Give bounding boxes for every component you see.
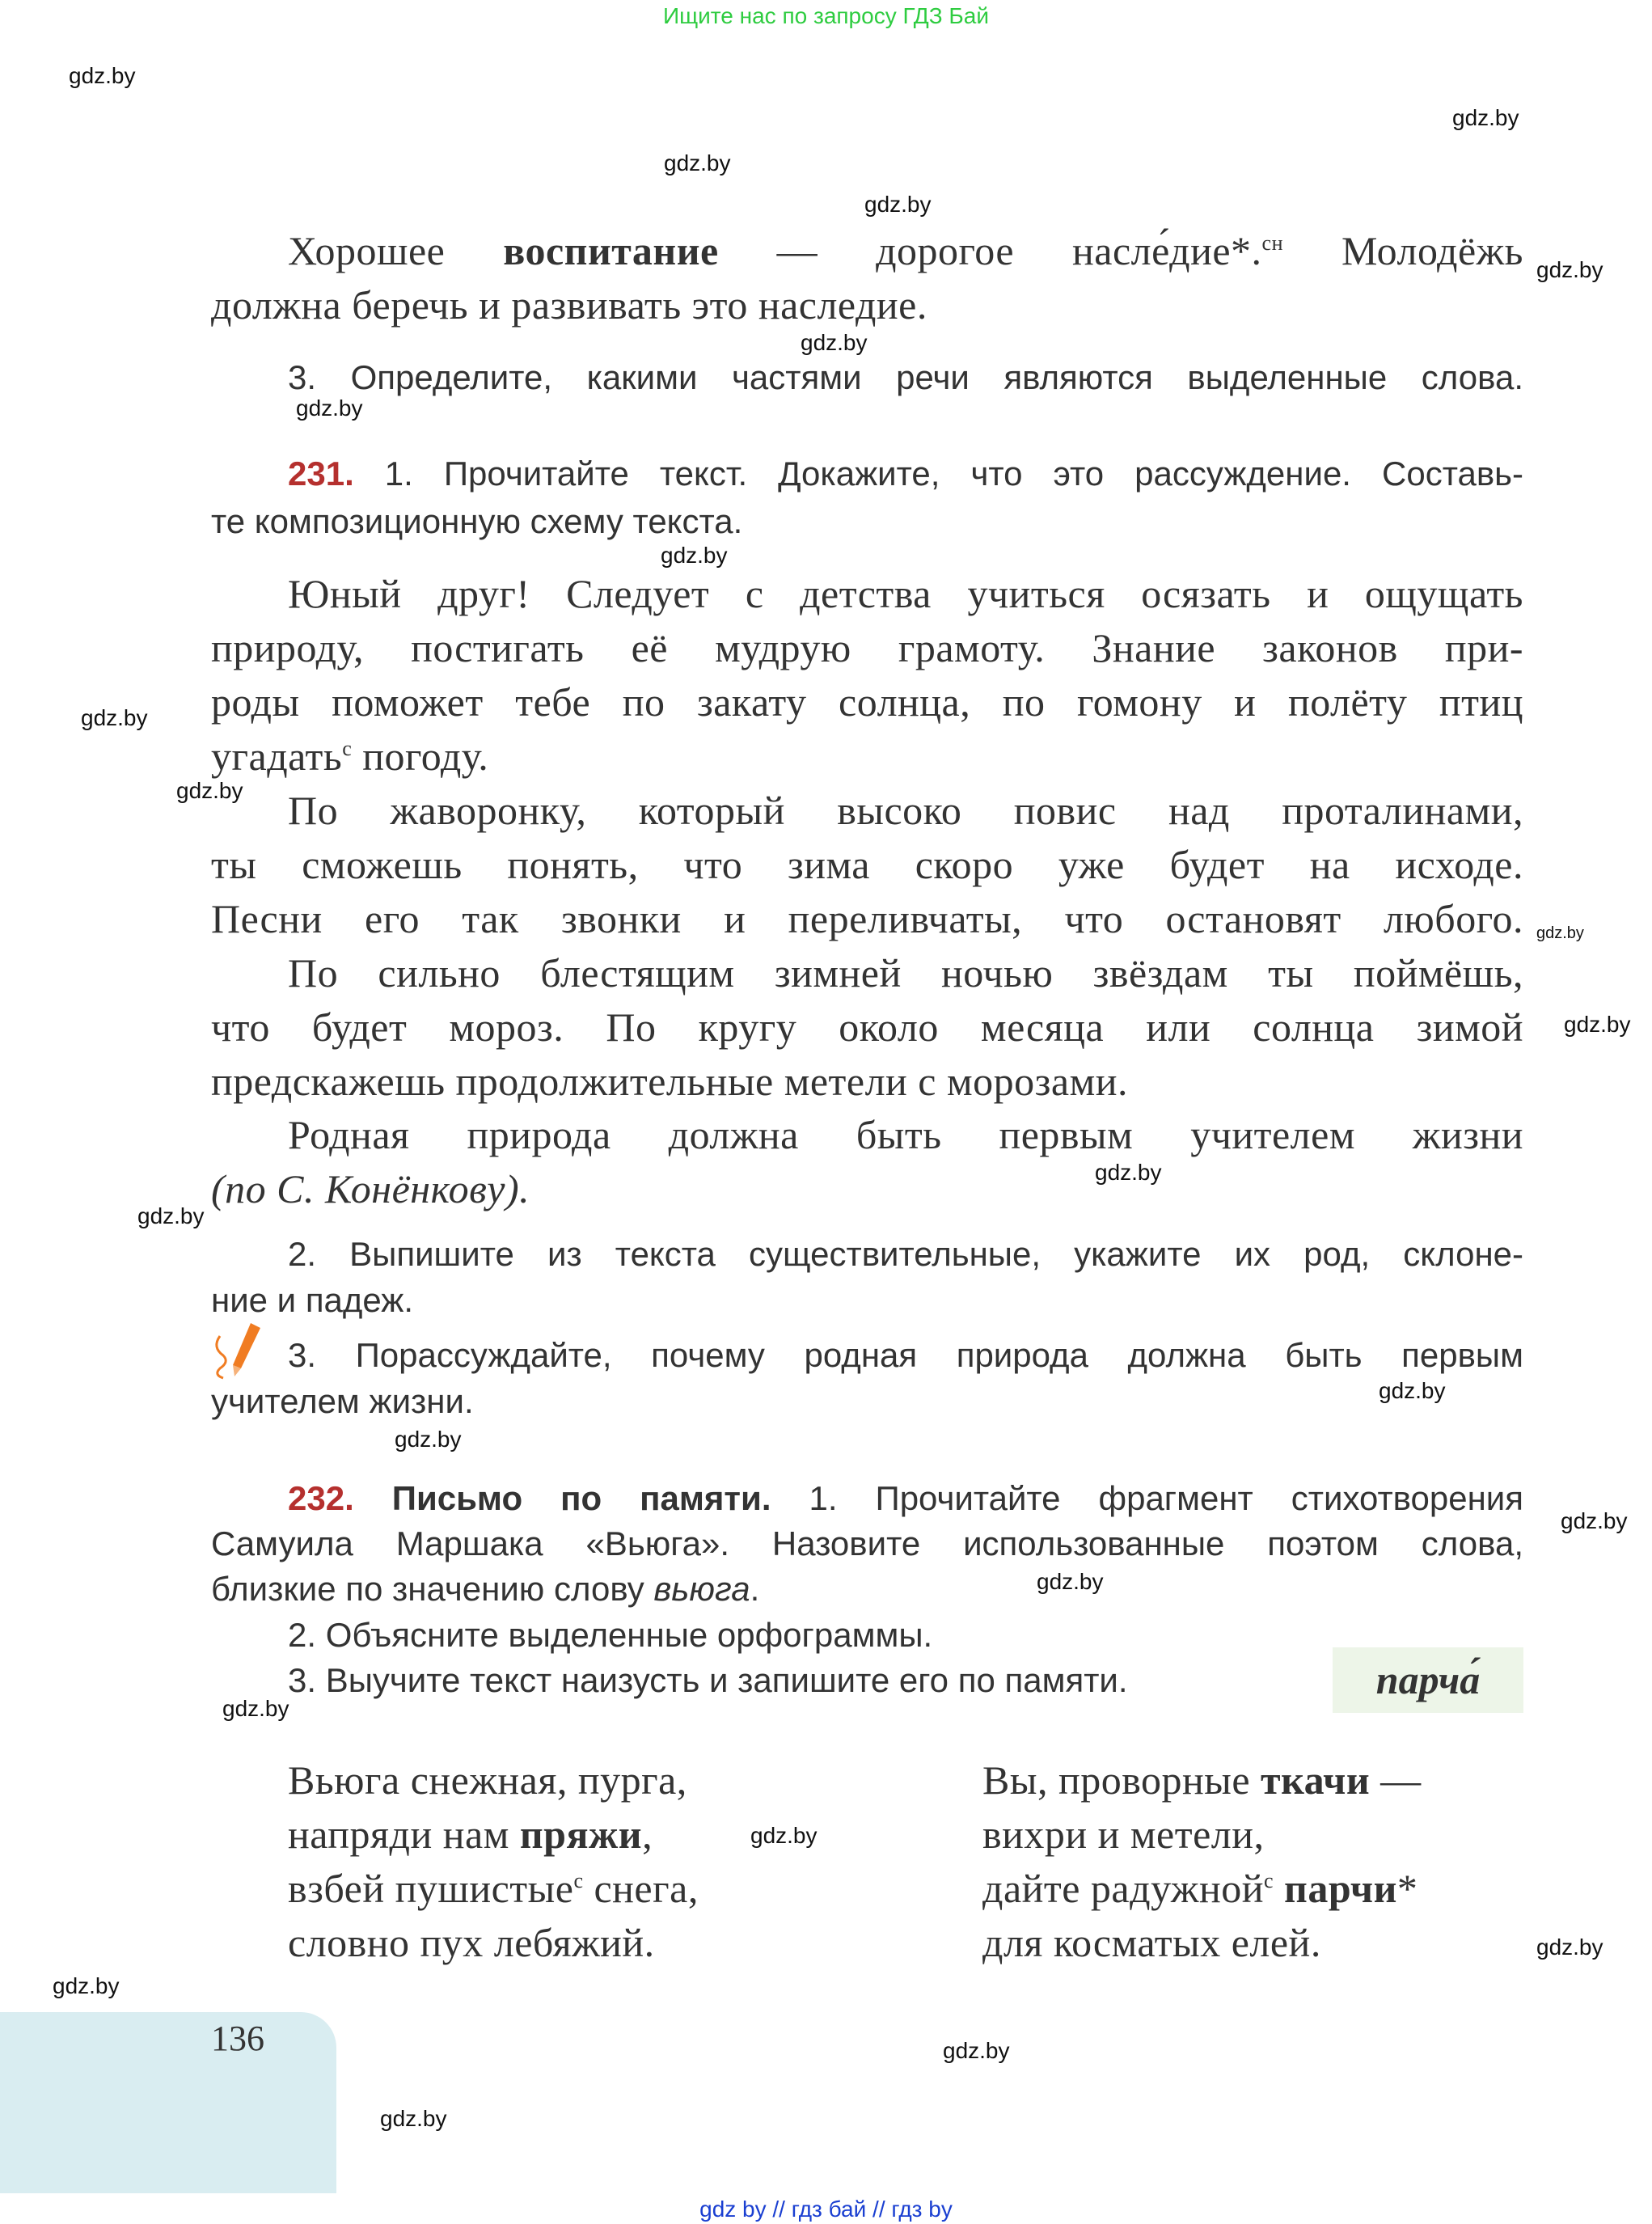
text-segment: что будет мороз. По кругу около месяца или солнца зимой (211, 1004, 1523, 1050)
text-segment: с (1263, 1869, 1274, 1892)
watermark: gdz.by (81, 705, 148, 730)
watermark: gdz.by (176, 778, 243, 803)
s5-line (288, 1660, 1128, 1702)
watermark: gdz.by (222, 1696, 289, 1721)
footer-links[interactable]: gdz by // гдз бай // гдз by (699, 2197, 953, 2222)
text-segment: — (1370, 1757, 1422, 1803)
p1-line (288, 226, 1523, 275)
text-segment: Вьюга снежная, пурга, (288, 1757, 687, 1803)
text-segment: те композиционную схему текста. (211, 502, 743, 540)
s3-line (211, 1380, 474, 1423)
text-segment: пряжи (519, 1812, 643, 1857)
text-segment: взбей пушистые (288, 1866, 574, 1911)
s1-line (288, 357, 1523, 399)
text-segment: парчи (1284, 1866, 1397, 1911)
poemL-line (288, 1864, 699, 1913)
text-segment: 1. Прочитайте фрагмент стихотворения (771, 1479, 1523, 1517)
text-segment: для косматых елей. (982, 1920, 1321, 1965)
watermark: gdz.by (1536, 257, 1603, 282)
text-segment: 3. Выучите текст наизусть и запишите его по памяти. (288, 1661, 1128, 1699)
watermark: gdz.by (1037, 1569, 1104, 1594)
text-segment: словно пух лебяжий. (288, 1920, 655, 1965)
t232-line (211, 1523, 1523, 1565)
search-banner[interactable]: Ищите нас по запросу ГДЗ Бай (662, 3, 990, 28)
text-segment: 3. Определите, какими частями речи являются выделенные слова. (288, 358, 1523, 396)
text-segment: Молодёжь (1283, 228, 1523, 273)
p3-line (211, 894, 1523, 943)
text-segment: природу, постигать её мудрую грамоту. Знание законов при- (211, 625, 1523, 670)
s2-line (211, 1279, 413, 1321)
text-segment: воспитание (503, 228, 719, 273)
text-segment: с (573, 1869, 584, 1892)
text-segment: ткачи (1261, 1757, 1371, 1803)
poemR-line (982, 1918, 1321, 1967)
p2-line (211, 732, 488, 780)
poemL-line (288, 1918, 655, 1967)
s4-line (288, 1614, 932, 1656)
watermark: gdz.by (137, 1203, 205, 1228)
text-segment: погоду. (352, 734, 489, 779)
t231-line (288, 453, 1523, 495)
watermark: gdz.by (1095, 1160, 1162, 1185)
exercise-number: 232. (288, 1479, 392, 1517)
t232-line (211, 1568, 759, 1610)
text-segment: ты сможешь понять, что зима скоро уже будет на исходе. (211, 842, 1523, 887)
text-segment: — дорогое насле́дие*. (718, 228, 1262, 273)
poemL-line (288, 1756, 687, 1804)
watermark: gdz.by (69, 63, 136, 88)
watermark: gdz.by (750, 1823, 818, 1848)
watermark: gdz.by (380, 2106, 447, 2131)
poemR-line (982, 1756, 1422, 1804)
text-segment: 2. Объясните выделенные орфограммы. (288, 1616, 933, 1654)
watermark: gdz.by (1379, 1378, 1446, 1403)
poemR-line (982, 1810, 1264, 1858)
text-segment: роды поможет тебе по закату солнца, по гомону и полёту птиц (211, 679, 1523, 725)
text-segment: вихри и метели, (982, 1812, 1265, 1857)
watermark: gdz.by (1536, 924, 1584, 942)
s2-line (288, 1233, 1523, 1275)
text-segment: дайте радужной (982, 1866, 1264, 1911)
text-segment: Хорошее (288, 228, 504, 273)
text-segment: угадать (211, 734, 343, 779)
watermark: gdz.by (53, 1973, 120, 1998)
pencil-icon (209, 1320, 273, 1381)
poemR-line (982, 1864, 1418, 1913)
text-segment: (по С. Конёнкову). (211, 1166, 530, 1211)
text-segment: ние и падеж. (211, 1281, 414, 1319)
p4-line (211, 1003, 1523, 1051)
p4-line (288, 949, 1523, 997)
p2-line (288, 569, 1523, 618)
text-segment: Юный друг! Следует с детства учиться осязать и ощущать (288, 571, 1523, 616)
exercise-number: 231. (288, 455, 354, 493)
vocabulary-word-box: парча́ (1333, 1647, 1523, 1713)
text-segment: Самуила Маршака «Вьюга». Назовите использованные поэтом слова, (211, 1524, 1523, 1562)
text-segment: * (1396, 1866, 1418, 1911)
text-segment: Родная природа должна быть первым учителем жизни (288, 1112, 1523, 1157)
text-segment: вьюга (653, 1570, 750, 1608)
p2-line (211, 624, 1523, 672)
watermark: gdz.by (664, 150, 731, 175)
watermark: gdz.by (943, 2038, 1010, 2063)
watermark: gdz.by (1561, 1508, 1628, 1533)
text-segment: предскажешь продолжительные метели с морозами. (211, 1059, 1128, 1104)
poemL-line (288, 1810, 653, 1858)
watermark: gdz.by (1564, 1012, 1631, 1037)
text-segment: должна беречь и развивать это наследие. (211, 282, 927, 328)
t231-line (211, 501, 742, 543)
text-segment: . (750, 1570, 760, 1608)
text-segment: снега, (583, 1866, 699, 1911)
p5-line (288, 1110, 1523, 1159)
p3-line (288, 786, 1523, 835)
watermark: gdz.by (395, 1427, 462, 1452)
watermark: gdz.by (801, 330, 868, 355)
page-number-tab (0, 2012, 336, 2193)
text-segment (1274, 1866, 1284, 1911)
p2-line (211, 678, 1523, 726)
text-segment: с (342, 737, 353, 760)
text-segment: напряди нам (288, 1812, 520, 1857)
watermark: gdz.by (864, 192, 932, 217)
text-segment: Письмо по памяти. (391, 1479, 771, 1517)
text-segment: 2. Выпишите из текста существительные, укажите их род, склоне- (288, 1235, 1523, 1273)
p5-line (211, 1165, 530, 1213)
watermark: gdz.by (296, 395, 363, 421)
text-segment: сн (1261, 231, 1284, 255)
text-segment: , (642, 1812, 653, 1857)
text-segment: близкие по значению слову (211, 1570, 654, 1608)
text-segment: Песни его так звонки и переливчаты, что остановят любого. (211, 896, 1523, 941)
text-segment: По сильно блестящим зимней ночью звёздам ты поймёшь, (288, 950, 1523, 996)
text-segment: Вы, проворные (982, 1757, 1261, 1803)
p4-line (211, 1057, 1128, 1106)
text-segment: По жаворонку, который высоко повис над проталинами, (288, 788, 1523, 833)
watermark: gdz.by (1536, 1934, 1603, 1960)
text-segment: 1. Прочитайте текст. Докажите, что это рассуждение. Составь- (353, 455, 1523, 493)
s3-line (288, 1334, 1523, 1376)
watermark: gdz.by (661, 543, 728, 568)
text-segment: 3. Порассуждайте, почему родная природа должна быть первым (288, 1336, 1523, 1374)
t232-line (288, 1478, 1523, 1520)
watermark: gdz.by (1452, 105, 1519, 130)
p1-line (211, 281, 927, 329)
page-number: 136 (211, 2019, 264, 2058)
p3-line (211, 840, 1523, 889)
text-segment: учителем жизни. (211, 1382, 474, 1420)
